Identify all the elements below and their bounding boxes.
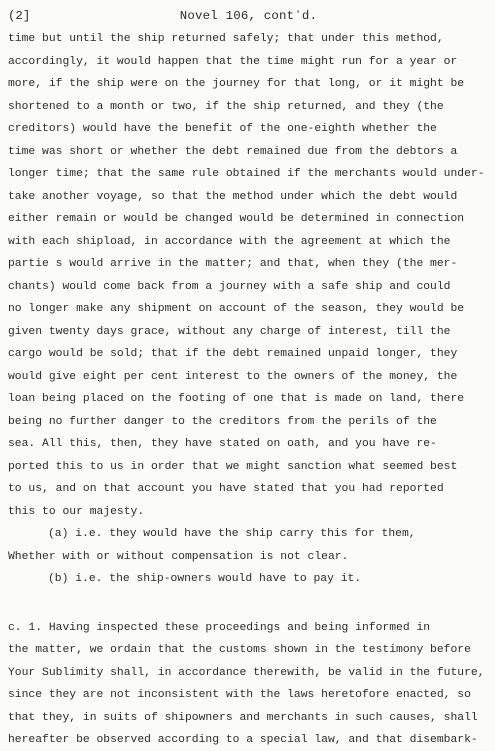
text-line: accordingly, it would happen that the time might run for a year or: [8, 55, 458, 68]
text-line: take another voyage, so that the method under which the debt would: [8, 190, 458, 203]
text-line: that they, in suits of shipowners and merchants in such causes, shall: [8, 711, 478, 724]
text-line: being no further danger to the creditors from the perils of the: [8, 415, 437, 428]
text-line: loan being placed on the footing of one that is made on land, there: [8, 393, 465, 405]
text-line: no longer make any shipment on account of the season, they would be: [8, 303, 465, 315]
text-line: since they are not inconsistent with the laws heretofore enacted, so: [8, 689, 471, 701]
text-line: longer time; that the same rule obtained if the merchants would under-: [8, 168, 485, 180]
footnote-a: (a) i.e. they would have the ship carry this for them,: [48, 528, 416, 540]
text-line: c. 1. Having inspected these proceedings and being informed in: [8, 621, 431, 634]
text-line: hereafter be observed according to a special law, and that disembark-: [8, 734, 478, 746]
text-line: with each shipload, in accordance with the agreement at which the: [8, 235, 451, 248]
paragraph: [8, 617, 489, 751]
text-line: cargo would be sold; that if the debt remained unpaid longer, they: [8, 348, 458, 360]
text-line: this to our majesty.: [8, 505, 145, 518]
paragraph: [8, 28, 489, 523]
section-gap: [8, 591, 489, 617]
running-title: Novel 106, contʼd.: [179, 9, 318, 23]
text-line: either remain or would be changed would be determined in connection: [8, 213, 465, 225]
text-line: given twenty days grace, without any charge of interest, till the: [8, 325, 451, 338]
text-line: creditors) would have the benefit of the one-eighth whether the: [8, 123, 437, 135]
text-line: Your Sublimity shall, in accordance therewith, be valid in the future,: [8, 666, 485, 679]
text-line: more, if the ship were on the journey for that long, or it might be: [8, 78, 465, 90]
text-line: time but until the ship returned safely; that under this method,: [8, 33, 444, 45]
text-line: ported this to us in order that we might sanction what seemed best: [8, 460, 458, 473]
text-line: the matter, we ordain that the customs shown in the testimony before: [8, 644, 471, 656]
text-line: sea. All this, then, they have stated on oath, and you have re-: [8, 438, 437, 450]
text-line: would give eight per cent interest to the owners of the money, the: [8, 370, 458, 383]
body-text: [8, 28, 489, 751]
text-line: chants) would come back from a journey with a safe ship and could: [8, 280, 451, 293]
footnote-a-continuation: Whether with or without compensation is not clear.: [8, 550, 349, 563]
footnote-b: (b) i.e. the ship-owners would have to pay it.: [48, 573, 362, 585]
text-line: shortened to a month or two, if the ship returned, and they (the: [8, 100, 444, 113]
text-line: to us, and on that account you have stated that you had reported: [8, 483, 444, 495]
footnotes: [8, 523, 489, 591]
text-line: partie s would arrive in the matter; and that, when they (the mer-: [8, 258, 458, 270]
page-header: [8, 6, 489, 26]
page-number: (2]: [8, 9, 31, 23]
text-line: time was short or whether the debt remained due from the debtors a: [8, 145, 458, 158]
